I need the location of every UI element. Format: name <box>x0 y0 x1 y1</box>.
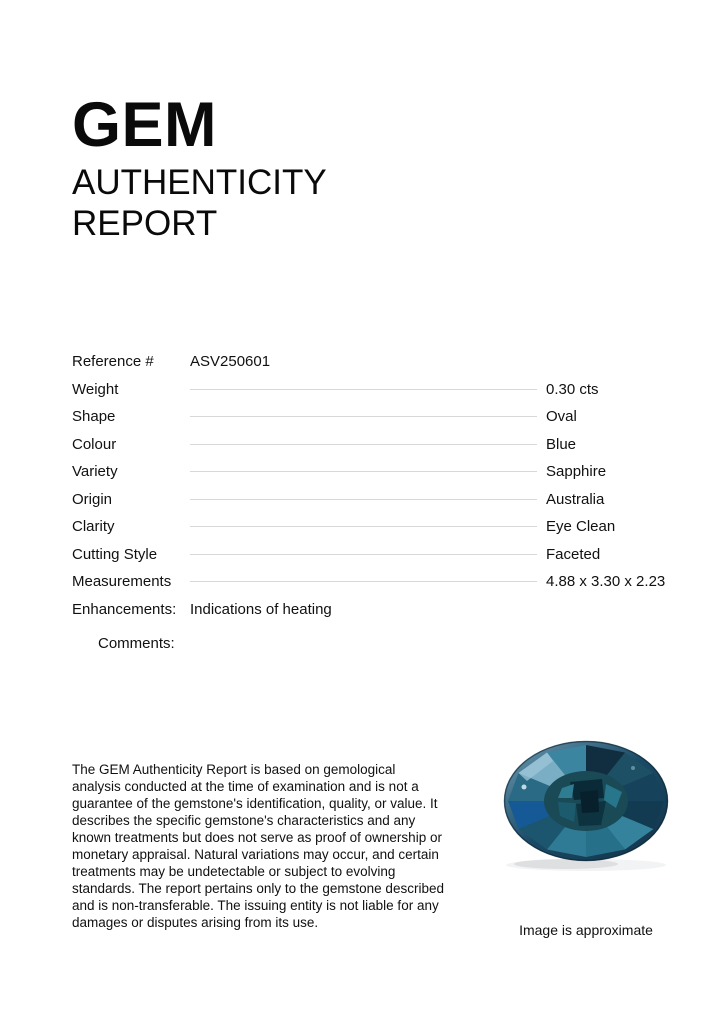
field-label: Comments: <box>98 635 175 653</box>
field-row-enhancements <box>72 596 652 624</box>
gem-image-caption: Image is approximate <box>519 922 653 938</box>
field-value: 4.88 x 3.30 x 2.23 <box>546 573 666 591</box>
report-subtitle-line2: REPORT <box>72 204 218 243</box>
leader-line <box>190 554 537 555</box>
field-value: Eye Clean <box>546 518 616 536</box>
leader-line <box>190 581 537 582</box>
leader-line <box>190 499 537 500</box>
field-row-origin <box>72 486 652 514</box>
field-label: Enhancements: <box>72 600 177 618</box>
leader-line <box>190 416 537 417</box>
field-row-weight <box>72 376 652 404</box>
field-value: Australia <box>546 490 605 508</box>
field-row-shape <box>72 403 652 431</box>
field-value: Oval <box>546 408 577 426</box>
field-label: Weight <box>72 380 119 398</box>
field-row-measurements <box>72 568 666 596</box>
report-subtitle-line1: AUTHENTICITY <box>72 163 327 202</box>
gem-details-section <box>72 348 666 658</box>
field-label: Reference # <box>72 353 154 371</box>
disclaimer-text: The GEM Authenticity Report is based on gemological analysis conducted at the time of examination and is not a guarantee of the gemstone's identification, quality, or value. It describes the specific gemstone's characteristics and any known treatments but does not serve as proof of ownership or monetary appraisal. Natural variations may occur, and certain treatments may be undetectable or subject to evolving standards. The report pertains only to the gemstone described and is non-transferable. The issuing entity is not liable for any damages or disputes arising from its use. <box>72 762 444 930</box>
field-label: Measurements <box>72 573 172 591</box>
blue-sapphire-gem-image <box>500 740 672 872</box>
field-label: Clarity <box>72 518 115 536</box>
field-label: Shape <box>72 408 116 426</box>
field-label: Origin <box>72 490 113 508</box>
field-value: Blue <box>546 435 577 453</box>
field-row-clarity <box>72 513 652 541</box>
field-value: Sapphire <box>546 463 607 481</box>
field-row-colour <box>72 431 652 459</box>
field-value: 0.30 cts <box>546 380 599 398</box>
field-row-variety <box>72 458 652 486</box>
leader-line <box>190 471 537 472</box>
leader-line <box>190 444 537 445</box>
report-subtitle <box>72 162 327 244</box>
leader-line <box>190 526 537 527</box>
report-header <box>72 90 327 244</box>
field-label: Colour <box>72 435 117 453</box>
field-label: Cutting Style <box>72 545 158 563</box>
report-title: GEM <box>72 90 218 160</box>
leader-line <box>190 389 537 390</box>
field-value: Indications of heating <box>190 600 332 618</box>
field-row-cutting-style <box>72 541 652 569</box>
field-label: Variety <box>72 463 118 481</box>
field-value: ASV250601 <box>190 353 271 371</box>
field-row-reference <box>72 348 652 376</box>
field-value: Faceted <box>546 545 601 563</box>
field-row-comments <box>72 630 652 658</box>
gem-photo-figure <box>500 740 672 938</box>
